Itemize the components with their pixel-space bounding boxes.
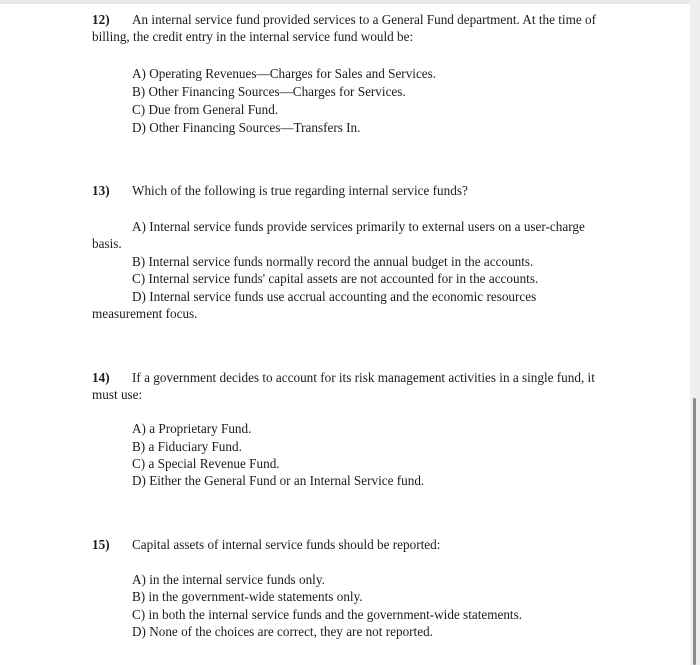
answer-option-c: C) Internal service funds' capital assets are not accounted for in the accounts.	[132, 271, 539, 286]
answer-option-b: B) a Fiduciary Fund.	[132, 439, 242, 454]
question-stem-line-2: billing, the credit entry in the internal service fund would be:	[92, 29, 414, 44]
answer-option-d: D) None of the choices are correct, they are not reported.	[132, 624, 433, 639]
question-stem-line-1: Capital assets of internal service funds should be reported:	[132, 537, 441, 552]
window-top-edge	[0, 0, 700, 4]
answer-option-a: A) Operating Revenues—Charges for Sales and Services.	[132, 66, 437, 81]
question-stem-line-1: An internal service fund provided services to a General Fund department. At the time of	[132, 12, 596, 27]
answer-option-b: B) Other Financing Sources—Charges for Services.	[132, 84, 406, 99]
answer-option-a: A) in the internal service funds only.	[132, 572, 325, 587]
answer-option-a-continued: basis.	[92, 236, 122, 251]
question-number: 13)	[92, 183, 110, 198]
answer-option-d: D) Other Financing Sources—Transfers In.	[132, 120, 361, 135]
answer-option-b: B) in the government-wide statements only.	[132, 589, 363, 604]
question-stem-line-2: must use:	[92, 387, 143, 402]
answer-option-a: A) Internal service funds provide services primarily to external users on a user-charge	[132, 219, 585, 234]
answer-option-d: D) Either the General Fund or an Internal Service fund.	[132, 473, 425, 488]
answer-option-c: C) in both the internal service funds and the government-wide statements.	[132, 607, 523, 622]
answer-option-a: A) a Proprietary Fund.	[132, 421, 252, 436]
answer-option-c: C) a Special Revenue Fund.	[132, 456, 280, 471]
question-number: 15)	[92, 537, 110, 552]
scrollbar-thumb[interactable]	[693, 398, 696, 665]
question-stem-line-1: Which of the following is true regarding internal service funds?	[132, 183, 468, 198]
question-number: 14)	[92, 370, 110, 385]
answer-option-d: D) Internal service funds use accrual accounting and the economic resources	[132, 289, 537, 304]
answer-option-b: B) Internal service funds normally record the annual budget in the accounts.	[132, 254, 534, 269]
answer-option-c: C) Due from General Fund.	[132, 102, 279, 117]
question-number: 12)	[92, 12, 110, 27]
question-stem-line-1: If a government decides to account for its risk management activities in a single fund, it	[132, 370, 595, 385]
answer-option-d-continued: measurement focus.	[92, 306, 198, 321]
